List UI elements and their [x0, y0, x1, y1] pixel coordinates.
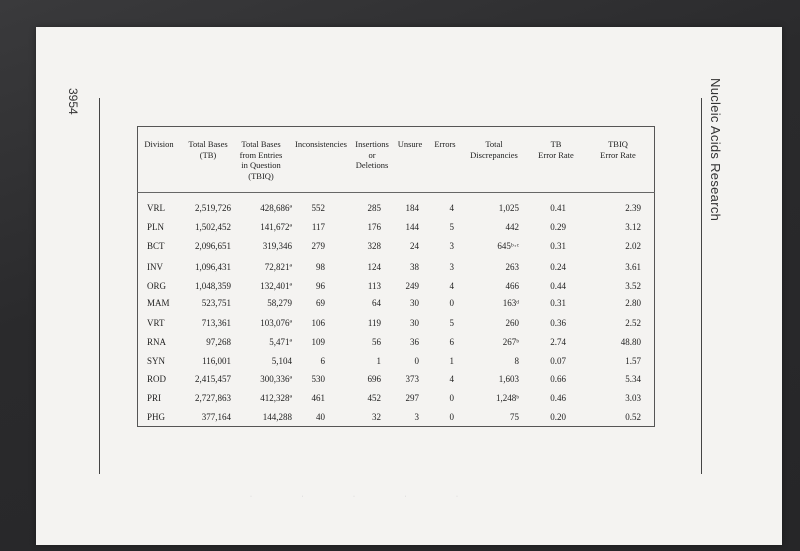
- table-cell-uns: 24: [410, 241, 419, 251]
- table-cell-inc: 109: [311, 337, 325, 347]
- table-cell-tbiqer: 2.39: [625, 203, 641, 213]
- table-cell-div: SYN: [147, 356, 166, 366]
- table-cell-tb: 2,727,863: [195, 393, 231, 403]
- table-cell-tbiq: 144,288: [262, 412, 292, 422]
- table-cell-uns: 144: [405, 222, 419, 232]
- table-cell-tot: 1,248ᵇ: [495, 393, 519, 403]
- table-cell-tber: 0.29: [550, 222, 566, 232]
- table-cell-inc: 530: [311, 374, 325, 384]
- journal-name: Nucleic Acids Research: [708, 78, 723, 222]
- table-cell-div: PRI: [147, 393, 162, 403]
- table-cell-tot: 1,603: [498, 374, 519, 384]
- header-tot: Total Discrepancies: [470, 139, 518, 160]
- table-cell-err: 5: [449, 222, 454, 232]
- table-cell-err: 0: [449, 298, 454, 308]
- header-tber: TB Error Rate: [538, 139, 574, 160]
- table-cell-tber: 0.31: [550, 241, 566, 251]
- table-cell-tbiq: 58,279: [267, 298, 292, 308]
- table-cell-tbiq: 103,076ª: [260, 318, 292, 328]
- table-cell-uns: 30: [410, 318, 419, 328]
- table-cell-tber: 0.07: [550, 356, 566, 366]
- table-cell-tb: 2,415,457: [195, 374, 231, 384]
- table-cell-err: 4: [449, 281, 454, 291]
- table-cell-err: 3: [449, 262, 454, 272]
- table-cell-tbiqer: 3.52: [625, 281, 641, 291]
- table-cell-tot: 645ᵇ·ᶜ: [497, 241, 519, 251]
- table-cell-uns: 0: [414, 356, 419, 366]
- table-cell-tbiq: 412,328ª: [260, 393, 292, 403]
- table-cell-tb: 1,502,452: [195, 222, 231, 232]
- table-cell-inc: 279: [311, 241, 325, 251]
- table-cell-tbiq: 319,346: [262, 241, 292, 251]
- table-cell-err: 3: [449, 241, 454, 251]
- table-cell-inc: 96: [316, 281, 325, 291]
- table-cell-uns: 297: [405, 393, 419, 403]
- left-margin-rule: [99, 98, 100, 474]
- table-cell-tbiq: 141,672ª: [260, 222, 292, 232]
- table-cell-tber: 0.66: [550, 374, 566, 384]
- table-cell-inc: 461: [311, 393, 325, 403]
- table-cell-err: 0: [449, 393, 454, 403]
- table-cell-tot: 466: [505, 281, 519, 291]
- table-cell-tot: 267ᵇ: [502, 337, 519, 347]
- header-divider: [137, 192, 655, 193]
- table-cell-tb: 523,751: [201, 298, 231, 308]
- table-cell-uns: 36: [410, 337, 419, 347]
- table-cell-ins: 64: [372, 298, 381, 308]
- table-cell-tb: 713,361: [201, 318, 231, 328]
- table-cell-ins: 328: [367, 241, 381, 251]
- table-cell-err: 0: [449, 412, 454, 422]
- table-cell-uns: 38: [410, 262, 419, 272]
- table-cell-tot: 75: [510, 412, 519, 422]
- table-cell-tot: 442: [505, 222, 519, 232]
- table-cell-err: 1: [449, 356, 454, 366]
- table-cell-div: ORG: [147, 281, 167, 291]
- table-cell-tbiq: 300,336ª: [260, 374, 292, 384]
- table-cell-ins: 32: [372, 412, 381, 422]
- table-cell-ins: 1: [376, 356, 381, 366]
- table-cell-ins: 452: [367, 393, 381, 403]
- table-cell-tb: 377,164: [201, 412, 231, 422]
- table-cell-err: 4: [449, 203, 454, 213]
- scan-marks: · · · · ·: [250, 494, 482, 500]
- header-div: Division: [144, 139, 174, 149]
- table-cell-tb: 2,519,726: [195, 203, 231, 213]
- table-cell-tot: 163ᵈ: [502, 298, 519, 308]
- table-cell-tbiqer: 2.02: [625, 241, 641, 251]
- table-cell-ins: 113: [367, 281, 381, 291]
- table-cell-uns: 184: [405, 203, 419, 213]
- table-cell-tbiqer: 1.57: [625, 356, 641, 366]
- table-cell-ins: 56: [372, 337, 381, 347]
- table-cell-tbiqer: 2.80: [625, 298, 641, 308]
- table-cell-inc: 98: [316, 262, 325, 272]
- table-cell-tbiq: 72,821ª: [264, 262, 292, 272]
- table-cell-tbiqer: 0.52: [625, 412, 641, 422]
- table-cell-inc: 552: [311, 203, 325, 213]
- table-cell-tber: 0.36: [550, 318, 566, 328]
- table-cell-inc: 117: [311, 222, 325, 232]
- table-cell-tb: 1,048,359: [195, 281, 231, 291]
- table-cell-tber: 0.20: [550, 412, 566, 422]
- header-err: Errors: [434, 139, 456, 149]
- header-tb: Total Bases (TB): [188, 139, 228, 160]
- table-cell-ins: 119: [367, 318, 381, 328]
- table-cell-div: PHG: [147, 412, 166, 422]
- table-cell-tbiqer: 2.52: [625, 318, 641, 328]
- table-cell-ins: 285: [367, 203, 381, 213]
- table-cell-tot: 1,025: [498, 203, 519, 213]
- table-cell-div: MAM: [147, 298, 170, 308]
- table-cell-tb: 116,001: [202, 356, 231, 366]
- table-cell-err: 5: [449, 318, 454, 328]
- table-cell-tb: 97,268: [206, 337, 231, 347]
- table-cell-div: ROD: [147, 374, 167, 384]
- table-cell-ins: 696: [367, 374, 381, 384]
- table-cell-err: 4: [449, 374, 454, 384]
- table-cell-div: VRT: [147, 318, 165, 328]
- right-margin-rule: [701, 98, 702, 474]
- table-cell-tb: 1,096,431: [195, 262, 231, 272]
- header-tbiqer: TBIQ Error Rate: [600, 139, 636, 160]
- table-cell-tber: 0.41: [550, 203, 566, 213]
- table-cell-div: VRL: [147, 203, 165, 213]
- table-cell-inc: 106: [311, 318, 325, 328]
- table-cell-tbiqer: 48.80: [620, 337, 641, 347]
- table-cell-div: PLN: [147, 222, 165, 232]
- table-cell-inc: 6: [320, 356, 325, 366]
- table-cell-tot: 260: [505, 318, 519, 328]
- table-cell-tb: 2,096,651: [195, 241, 231, 251]
- table-cell-uns: 30: [410, 298, 419, 308]
- header-uns: Unsure: [397, 139, 423, 149]
- table-cell-uns: 373: [405, 374, 419, 384]
- table-cell-tbiqer: 5.34: [625, 374, 641, 384]
- table-cell-inc: 69: [316, 298, 325, 308]
- page-number: 3954: [66, 88, 80, 115]
- header-inc: Inconsistencies: [295, 139, 347, 149]
- table-cell-tber: 0.44: [550, 281, 566, 291]
- table-cell-tber: 0.46: [550, 393, 566, 403]
- table-cell-ins: 176: [367, 222, 381, 232]
- table-cell-div: INV: [147, 262, 163, 272]
- header-ins: Insertions or Deletions: [355, 139, 389, 170]
- table-cell-tbiq: 5,104: [271, 356, 292, 366]
- table-cell-tbiqer: 3.03: [625, 393, 641, 403]
- table-cell-tbiq: 428,686ª: [260, 203, 292, 213]
- table-cell-inc: 40: [316, 412, 325, 422]
- table-cell-tber: 0.24: [550, 262, 566, 272]
- table-cell-err: 6: [449, 337, 454, 347]
- table-cell-tber: 0.31: [550, 298, 566, 308]
- table-cell-div: RNA: [147, 337, 167, 347]
- table-cell-uns: 249: [405, 281, 419, 291]
- table-cell-tber: 2.74: [550, 337, 566, 347]
- table-cell-uns: 3: [414, 412, 419, 422]
- table-cell-tbiqer: 3.12: [625, 222, 641, 232]
- table-cell-tbiq: 5,471ª: [269, 337, 292, 347]
- table-cell-tbiqer: 3.61: [625, 262, 641, 272]
- header-tbiq: Total Bases from Entries in Question (TBIQ): [239, 139, 283, 181]
- table-cell-ins: 124: [367, 262, 381, 272]
- table-cell-tot: 8: [514, 356, 519, 366]
- table-cell-div: BCT: [147, 241, 165, 251]
- table-cell-tbiq: 132,401ª: [260, 281, 292, 291]
- table-cell-tot: 263: [505, 262, 519, 272]
